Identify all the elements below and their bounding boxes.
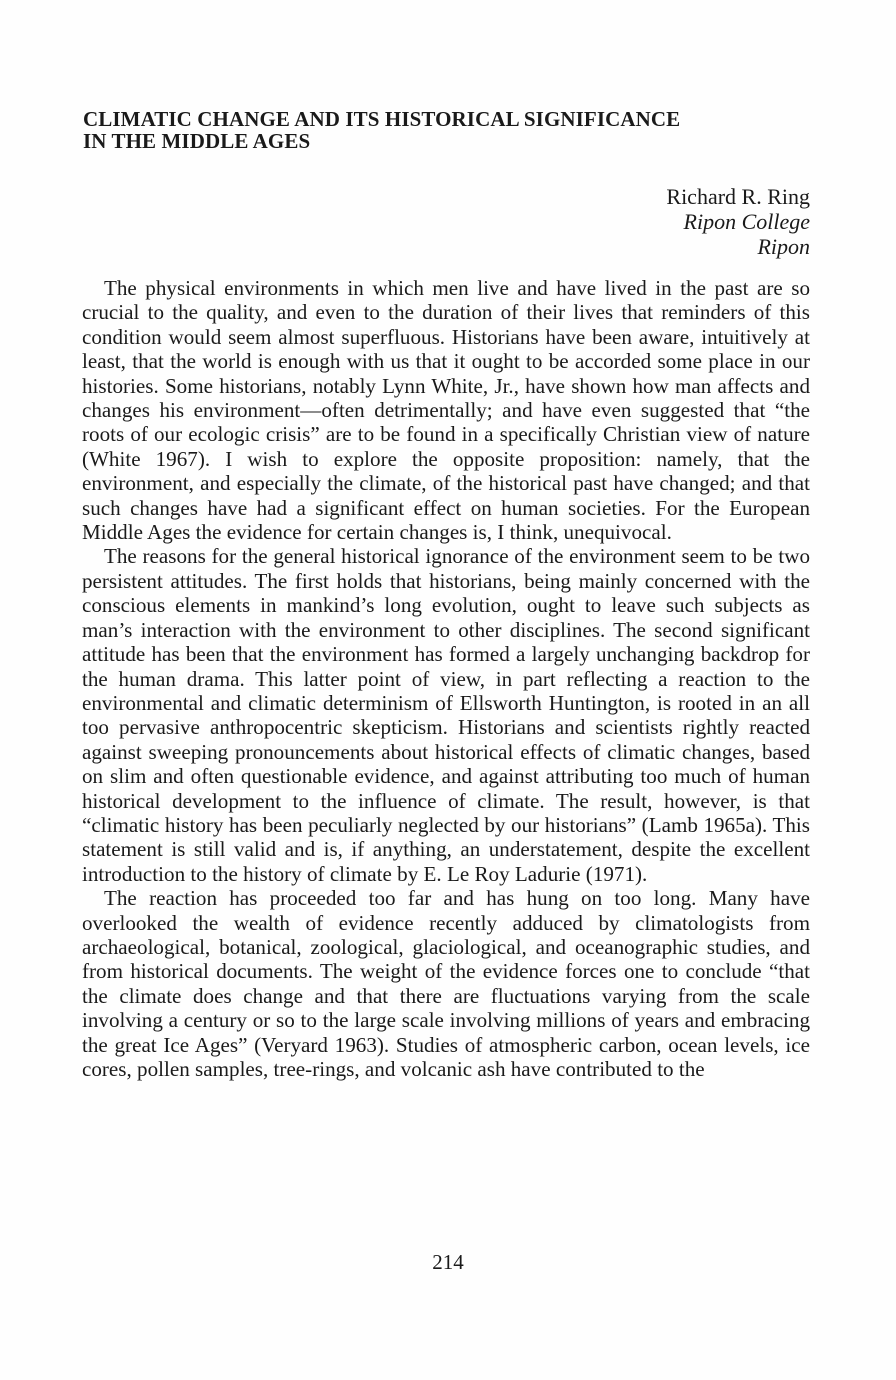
paragraph-2: The reasons for the general historical ignorance of the environment seem to be two persistent attitudes. The first holds that historians, being mainly concerned with the conscious elements in mankind’s long evolution, ought to leave such subjects as man’s interaction with the environment to other disciplines. The second significant attitude has been that the environment has formed a largely unchanging backdrop for the human drama. This latter point of view, in part reflecting a reaction to the environmental and climatic determinism of Ellsworth Huntington, is rooted in an all too pervasive anthropocentric skepticism. Historians and scientists rightly reacted against sweeping pronouncements about historical effects of climatic changes, based on slim and often questionable evidence, and against attributing too much of human historical development to the influence of climate. The result, however, is that “climatic history has been peculiarly neglected by our historians” (Lamb 1965a). This statement is still valid and is, if anything, an understatement, despite the excellent introduction to the history of climate by E. Le Roy Ladurie (1971).	[82, 544, 810, 886]
author-location: Ripon	[757, 234, 810, 259]
author-name: Richard R. Ring	[666, 184, 810, 209]
article-body	[82, 276, 810, 1081]
author-institution: Ripon College	[683, 209, 810, 234]
page-number: 214	[432, 1250, 464, 1274]
article-title	[83, 108, 783, 152]
article-title-line-2: IN THE MIDDLE AGES	[83, 129, 311, 153]
paragraph-3: The reaction has proceeded too far and has hung on too long. Many have overlooked the wealth of evidence recently adduced by climatologists from archaeological, botanical, zoological, glaciological, and oceanographic studies, and from historical documents. The weight of the evidence forces one to conclude “that the climate does change and that there are fluctuations varying from the scale involving a century or so to the large scale involving millions of years and embracing the great Ice Ages” (Veryard 1963). Studies of atmospheric carbon, ocean levels, ice cores, pollen samples, tree-rings, and volcanic ash have contributed to the	[82, 886, 810, 1081]
author-byline	[666, 184, 810, 259]
article-title-line-1: CLIMATIC CHANGE AND ITS HISTORICAL SIGNIFICANCE	[83, 107, 681, 131]
paragraph-1: The physical environments in which men live and have lived in the past are so crucial to the quality, and even to the duration of their lives that reminders of this condition would seem almost superfluous. Historians have been aware, intuitively at least, that the world is enough with us that it ought to be accorded some place in our histories. Some historians, notably Lynn White, Jr., have shown how man affects and changes his environment—often detrimentally; and have even suggested that “the roots of our ecologic crisis” are to be found in a specifically Christian view of nature (White 1967). I wish to explore the opposite proposition: namely, that the environment, and especially the climate, of the historical past have changed; and that such changes have had a significant effect on human societies. For the European Middle Ages the evidence for certain changes is, I think, unequivocal.	[82, 276, 810, 545]
